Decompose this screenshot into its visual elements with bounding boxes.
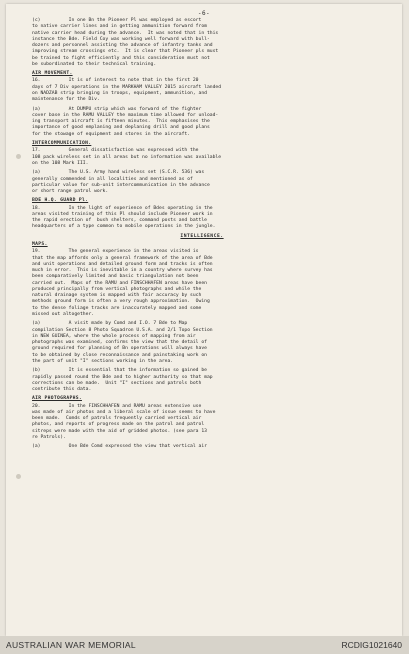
punch-hole <box>16 474 21 479</box>
paragraph: 18. In the light of experience of Bdes operating in the areas visited training of this Pl should include Pioneer work in the rapid erection of bush shelters, command posts and battle headquarters of a type common to mobile operations in the jungle. <box>32 205 216 230</box>
document-page <box>6 4 402 636</box>
archive-footer <box>0 636 409 654</box>
section-heading: AIR PHOTOGRAPHS. <box>32 396 82 402</box>
section-heading: INTERCOMMUNICATION. <box>32 141 92 147</box>
section-heading: BDE H.Q. GUARD Pl. <box>32 198 89 204</box>
section-heading: MAPS. <box>32 242 48 248</box>
main-heading: INTELLIGENCE. <box>180 233 224 239</box>
punch-hole <box>16 154 21 159</box>
section-heading: AIR MOVEMENT. <box>32 71 73 77</box>
paragraph: 19. The general experience in the areas visited is that the map affords only a general framework of the area of Bde and unit operations and detailed ground form and tracks is often much in error. This is inevitable in a country where survey has been comparatively limited and basic triangulation not been carried out. Maps of the RAMU and FINSCHHAFEN areas have been produced principally from vertical photographs and while the natural drainage system is mapped with fair accuracy by such methods ground form is often a very rough approximation. Owing to the dense foliage tracks are inaccurately mapped and some missed out altogether. <box>32 249 213 317</box>
paragraph: 20. In the FINSCHHAFEN and RAMU areas extensive use was made of air photos and a liberal scale of issue seems to have been made. Comds of patrols frequently carried vertical air photos, and reports of progress made on the patrol and patrol sitreps were made with the aid of gridded photos. (see para 13 re Patrols). <box>32 403 216 440</box>
paragraph: (a) One Bde Comd expressed the view that vertical air <box>32 444 207 450</box>
document-body <box>32 18 372 454</box>
footer-archive-name: AUSTRALIAN WAR MEMORIAL <box>6 640 136 650</box>
paragraph: (c) In one Bn the Pioneer Pl was employed as escort to native carrier lines and in getting ammunition forward from native carrier head during the advance. It was noted that in this instance the Bde. Field Coy was working well forward with bull- dozers and personnel assisting the advance of infantry tanks and improving stream crossings etc. It is clear that Pioneer pls must be trained to fight efficiently and this consideration must not be subordinated to their technical training. <box>32 18 219 67</box>
footer-record-id: RCDIG1021640 <box>341 640 402 650</box>
paragraph: (b) It is essential that the information so gained be rapidly passed round the Bde and to higher authority so that map corrections can be made. Unit "I" sections and patrols both contribute this data. <box>32 368 213 392</box>
paragraph: (a) The U.S. Army hand wireless set (S.C.R. 536) was generally commended in all localities and mentioned as of particular value for sub-unit intercommunication in the advance or short range patrol work. <box>32 170 210 194</box>
paragraph: (a) A visit made by Comd and I.O. 7 Bde to Map compilation Section 8 Photo Squadron U.S.A. and 2/1 Topo Section in NEW GUINEA, where the whole process of mapping from air photographs was examined, confirms the view that the detail of ground required for planning of Bn operations will always have to be obtained by close reconnaissance and painstaking work on the part of unit "I" sections working in the area. <box>32 321 213 364</box>
page-number: -6- <box>197 10 211 17</box>
paragraph: 16. It is of interest to note that in the first 20 days of 7 Div operations in the MARKHAM VALLEY 2015 aircraft landed on NADZAB strip bringing in troops, equipment, ammunition, and maintenance for the Div. <box>32 78 222 103</box>
paragraph: (a) At DUMPU strip which was forward of the fighter cover base in the RAMU VALLEY the maximum time allowed for unload- ing transport aircraft is fifteen minutes. This emphasises the importance of good emplaning and deplaning drill and good plans for the stowage of equipment and stores in the aircraft. <box>32 106 219 137</box>
paragraph: 17. General dissatisfaction was expressed with the 108 pack wireless set in all areas but no information was available on the 108 Mark III. <box>32 148 222 166</box>
